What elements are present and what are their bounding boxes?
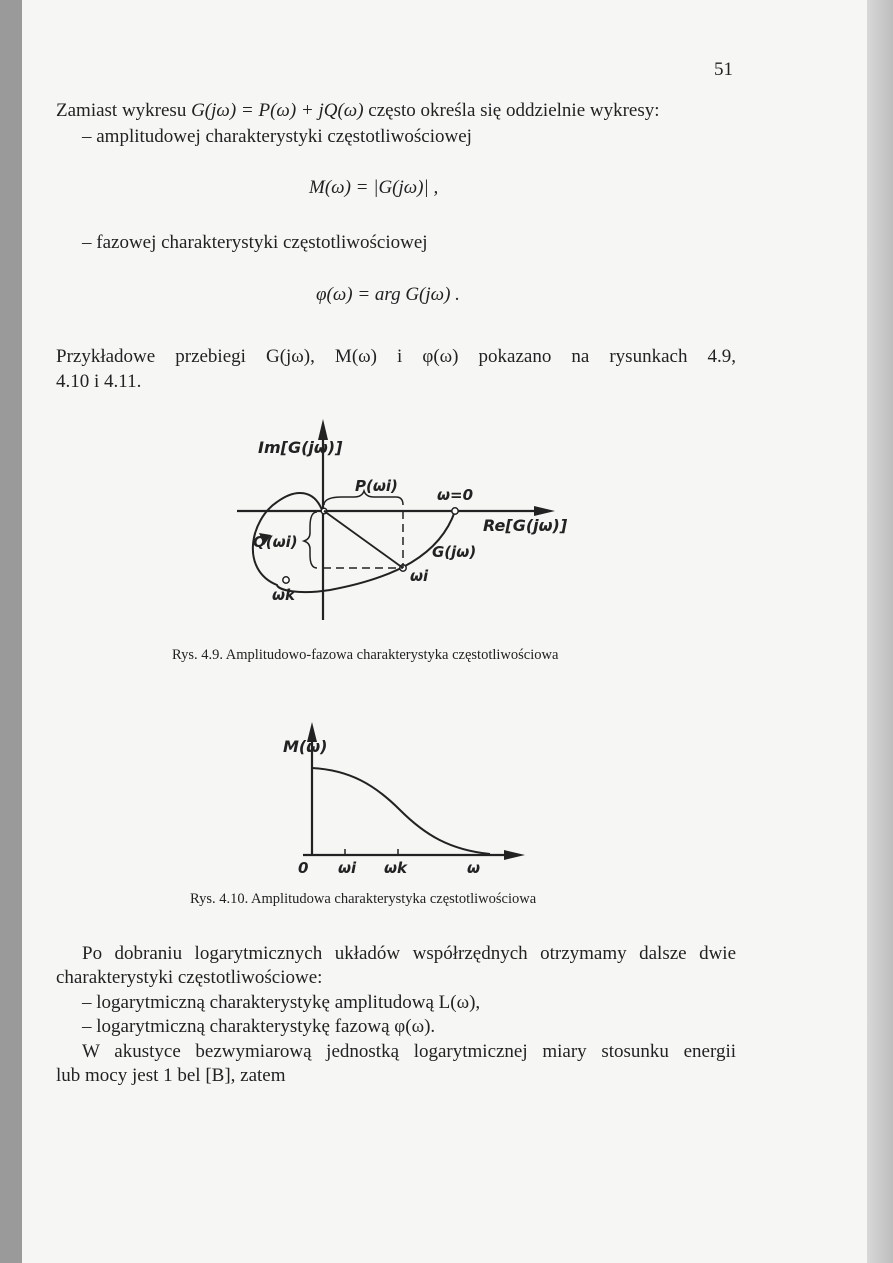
list-item: – logarytmiczną charakterystykę fazową φ(ω). bbox=[82, 1016, 436, 1037]
formula-inline: G(jω) = P(ω) + jQ(ω) bbox=[191, 100, 364, 121]
im-axis-label: Im[G(jω)] bbox=[258, 438, 343, 457]
omega-axis-arrow bbox=[504, 850, 525, 860]
list-item: – fazowej charakterystyki częstotliwościowej bbox=[82, 232, 428, 253]
paragraph-line: lub mocy jest 1 bel [B], zatem bbox=[56, 1065, 286, 1086]
omega-zero-label: ω=0 bbox=[437, 486, 474, 504]
omega-i-label: ωi bbox=[338, 859, 357, 877]
page-number: 51 bbox=[714, 59, 733, 80]
g-label: G(jω) bbox=[432, 543, 477, 561]
paragraph-line: Po dobraniu logarytmicznych układów współrzędnych otrzymamy dalsze dwie bbox=[82, 943, 736, 964]
list-item: – logarytmiczną charakterystykę amplitudową L(ω), bbox=[82, 992, 481, 1013]
magnitude-curve bbox=[312, 768, 490, 854]
omega-k-label: ωk bbox=[272, 586, 296, 604]
m-axis-label: M(ω) bbox=[283, 737, 328, 756]
text-fragment: często określa się oddzielnie wykresy: bbox=[368, 100, 660, 121]
omega-i-label: ωi bbox=[410, 567, 429, 585]
paragraph-line: charakterystyki częstotliwościowe: bbox=[56, 967, 323, 988]
text-fragment: Zamiast wykresu bbox=[56, 100, 187, 121]
figure-caption: Rys. 4.10. Amplitudowa charakterystyka częstotliwościowa bbox=[190, 891, 537, 907]
omega-k-label: ωk bbox=[384, 859, 408, 877]
origin-label: 0 bbox=[298, 859, 309, 877]
q-label: Q(ωi) bbox=[253, 533, 298, 551]
formula: M(ω) = |G(jω)| , bbox=[309, 177, 439, 198]
re-axis-label: Re[G(jω)] bbox=[483, 516, 568, 535]
list-item: – amplitudowej charakterystyki częstotliwościowej bbox=[82, 126, 472, 147]
formula: φ(ω) = arg G(jω) . bbox=[316, 284, 460, 305]
paragraph-line: W akustyce bezwymiarową jednostką logarytmicznej miary stosunku energii bbox=[82, 1041, 736, 1062]
paragraph-line: 4.10 i 4.11. bbox=[56, 371, 142, 392]
omega-label: ω bbox=[467, 859, 481, 877]
figure-caption: Rys. 4.9. Amplitudowo-fazowa charakterystyka częstotliwościowa bbox=[172, 647, 559, 663]
paragraph-line: Przykładowe przebiegi G(jω), M(ω) i φ(ω) pokazano na rysunkach 4.9, bbox=[56, 346, 736, 367]
p-label: P(ωi) bbox=[355, 477, 398, 495]
